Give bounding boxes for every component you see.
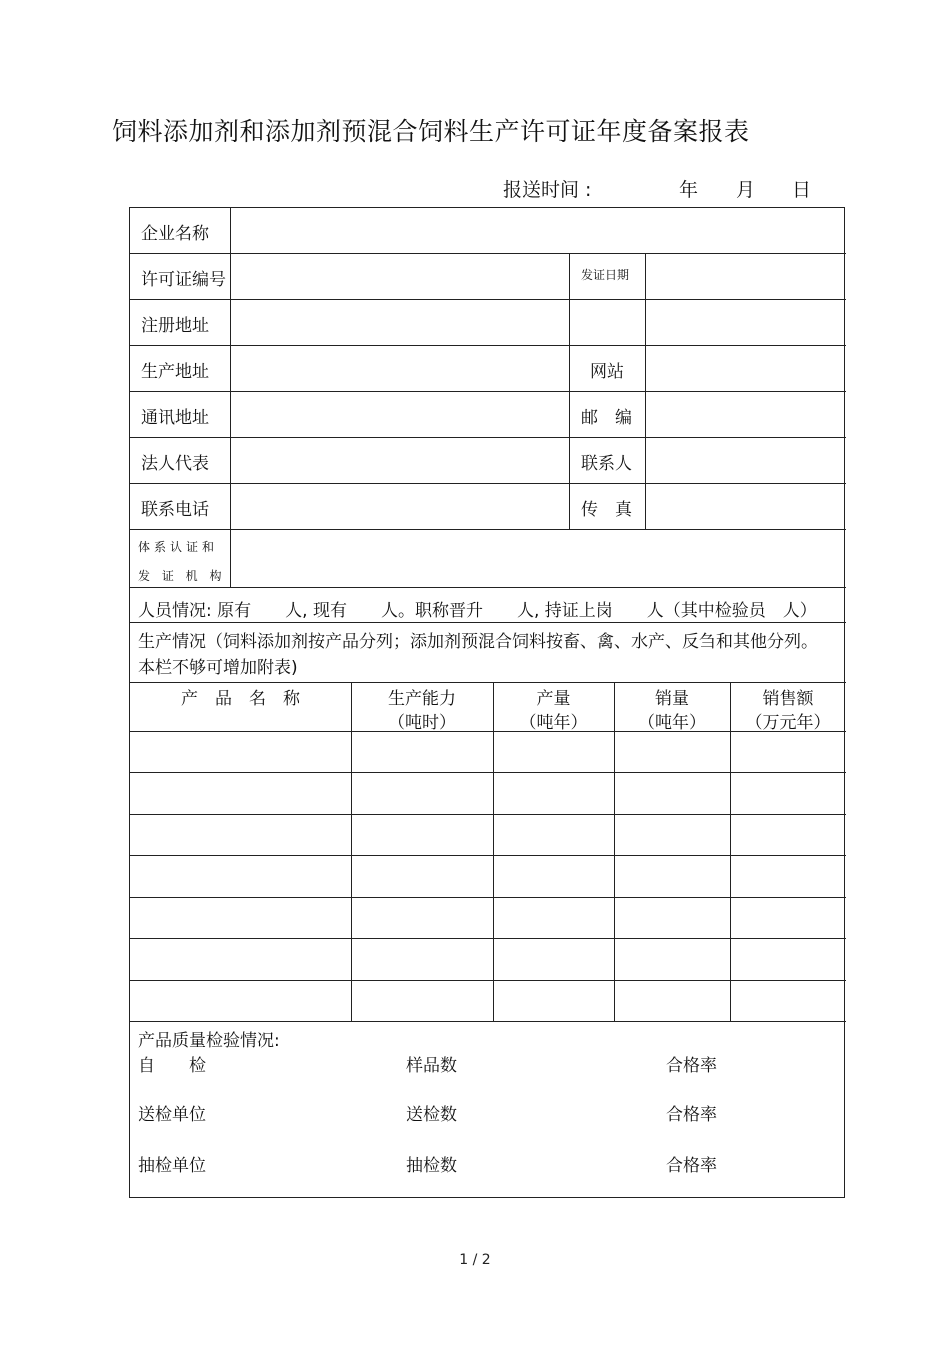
mailing-address-label: 通讯地址 [141, 408, 209, 428]
production-address-label: 生产地址 [141, 362, 209, 382]
row-divider [130, 772, 846, 773]
legal-rep-label: 法人代表 [141, 454, 209, 474]
form-table [129, 207, 845, 1198]
registered-address-label: 注册地址 [141, 316, 209, 336]
header-capacity: 生产能力 [388, 689, 456, 709]
header-output-unit: （吨年） [519, 713, 588, 733]
external-test-count-label: 送检数 [406, 1105, 457, 1125]
row-divider [130, 437, 846, 438]
pass-rate-label: 合格率 [666, 1056, 717, 1076]
issue-date-label: 发证日期 [581, 268, 630, 282]
spot-check-unit-label: 抽检单位 [138, 1156, 206, 1176]
report-time-day: 日 [792, 179, 812, 201]
row-divider [130, 1021, 846, 1022]
header-product-name: 产 品 名 称 [181, 689, 300, 709]
company-name-label: 企业名称 [141, 224, 209, 244]
row-divider [130, 529, 846, 530]
row-divider [130, 299, 846, 300]
row-divider [130, 622, 846, 623]
col-divider [230, 208, 231, 587]
header-sales-volume: 销量 [655, 689, 689, 709]
pass-rate-label: 合格率 [666, 1105, 717, 1125]
row-divider [130, 980, 846, 981]
header-sales-volume-unit: （吨年） [638, 713, 706, 733]
row-divider [130, 253, 846, 254]
website-label: 网站 [590, 362, 624, 382]
header-sales-amount-unit: （万元年） [745, 713, 831, 733]
page-number: 1 / 2 [459, 1252, 491, 1268]
cert-body-label-line2: 发 证 机 构 [138, 569, 226, 583]
production-info-line2: 本栏不够可增加附表) [138, 658, 298, 678]
contact-person-label: 联系人 [581, 454, 632, 474]
quality-heading: 产品质量检验情况: [138, 1031, 280, 1051]
header-sales-amount: 销售额 [762, 689, 814, 709]
row-divider [130, 345, 846, 346]
row-divider [130, 391, 846, 392]
row-divider [130, 938, 846, 939]
report-time-label: 报送时间 : [503, 179, 592, 201]
header-output: 产量 [536, 689, 571, 709]
self-test-label: 自 检 [138, 1056, 206, 1076]
postcode-label: 邮 编 [581, 408, 632, 428]
report-time-month: 月 [736, 179, 756, 201]
col-divider [569, 253, 570, 529]
contact-phone-label: 联系电话 [141, 500, 209, 520]
col-divider [645, 253, 646, 529]
row-divider [130, 587, 846, 588]
fax-label: 传 真 [581, 500, 632, 520]
pass-rate-label: 合格率 [666, 1156, 717, 1176]
report-time-year: 年 [679, 179, 699, 201]
external-test-unit-label: 送检单位 [138, 1105, 206, 1125]
row-divider [130, 483, 846, 484]
header-capacity-unit: （吨时） [388, 713, 456, 733]
row-divider [130, 682, 846, 683]
row-divider [130, 855, 846, 856]
cert-body-label-line1: 体系认证和 [138, 540, 219, 554]
personnel-info: 人员情况: 原有 人, 现有 人。职称晋升 人, 持证上岗 人（其中检验员 人） [138, 601, 817, 621]
spot-check-count-label: 抽检数 [406, 1156, 457, 1176]
sample-count-label: 样品数 [406, 1056, 457, 1076]
row-divider [130, 897, 846, 898]
production-info-line1: 生产情况（饲料添加剂按产品分列；添加剂预混合饲料按畜、禽、水产、反刍和其他分列。 [138, 632, 818, 652]
row-divider [130, 814, 846, 815]
page-title: 饲料添加剂和添加剂预混合饲料生产许可证年度备案报表 [112, 117, 750, 146]
license-no-label: 许可证编号 [141, 270, 226, 290]
